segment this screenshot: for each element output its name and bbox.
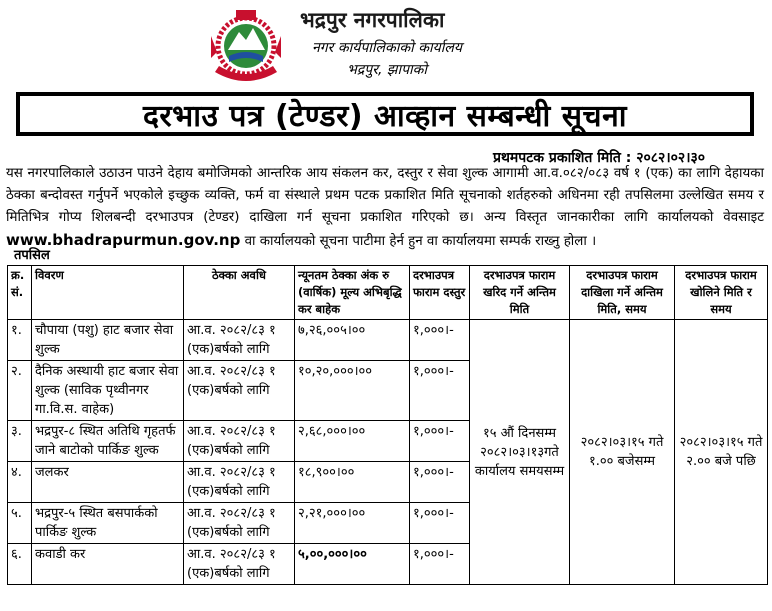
header-description: विवरण: [32, 266, 184, 320]
header-submit-deadline: दरभाउपत्र फाराम दाखिला गर्ने अन्तिम मिति, समय: [570, 266, 675, 320]
row-period: आ.व. २०८२/८३ १ (एक)बर्षको लागि: [184, 421, 295, 462]
row-period: आ.व. २०८२/८३ १ (एक)बर्षको लागि: [184, 462, 295, 503]
header-fee: दरभाउपत्र फाराम दस्तुर: [410, 266, 470, 320]
row-description: भद्रपुर-५ स्थित बसपार्कको पार्किङ शुल्क: [32, 503, 184, 544]
notice-title: दरभाउ पत्र (टेण्डर) आव्हान सम्बन्धी सूचना: [142, 98, 628, 134]
purchase-deadline: १५ औं दिनसम्म २०८२।०३।१३गते कार्यालय समयसम्म: [470, 320, 570, 585]
row-period: आ.व. २०८२/८३ १ (एक)बर्षको लागि: [184, 361, 295, 421]
row-sn: २.: [8, 361, 32, 421]
row-fee: १,०००।-: [410, 503, 470, 544]
row-sn: ४.: [8, 462, 32, 503]
row-description: भद्रपुर-८ स्थित अतिथि गृहतर्फ जाने बाटोको पार्किङ शुल्क: [32, 421, 184, 462]
row-description: दैनिक अस्थायी हाट बजार सेवा शुल्क (साविक पृथ्वीनगर गा.वि.स. वाहेक): [32, 361, 184, 421]
row-amount: २,२१,०००।००: [295, 503, 410, 544]
row-fee: १,०००।-: [410, 320, 470, 361]
row-sn: ६.: [8, 544, 32, 585]
header-min-amount: न्यूनतम ठेक्का अंक रु (वार्षिक) मूल्य अभिबृद्धि कर बाहेक: [295, 266, 410, 320]
row-amount: १०,२०,०००।००: [295, 361, 410, 421]
row-description: जलकर: [32, 462, 184, 503]
row-fee: १,०००।-: [410, 544, 470, 585]
header-sn: क्र. सं.: [8, 266, 32, 320]
row-period: आ.व. २०८२/८३ १ (एक)बर्षको लागि: [184, 320, 295, 361]
office-address: भद्रपुर, झापाको: [347, 62, 428, 78]
notice-text-after-url: वा कार्यालयको सूचना पाटीमा हेर्न हुन वा कार्यालयमा सम्पर्क राख्नु होला ।: [244, 234, 597, 249]
row-amount: ७,२६,००५।००: [295, 320, 410, 361]
submit-deadline: २०८२।०३।१५ गते १.०० बजेसम्म: [570, 320, 675, 585]
notice-body: [6, 163, 764, 253]
row-sn: ५.: [8, 503, 32, 544]
row-description: कवाडी कर: [32, 544, 184, 585]
row-sn: ३.: [8, 421, 32, 462]
row-period: आ.व. २०८२/८३ १ (एक)बर्षको लागि: [184, 503, 295, 544]
org-name: भद्रपुर नगरपालिका: [300, 8, 445, 32]
row-sn: १.: [8, 320, 32, 361]
website-link[interactable]: www.bhadrapurmun.gov.np: [6, 231, 241, 249]
table-row: [8, 320, 768, 361]
row-fee: १,०००।-: [410, 462, 470, 503]
notice-text-before-url: यस नगरपालिकाले उठाउन पाउने देहाय बमोजिमको आन्तरिक आय संकलन कर, दस्तुर र सेवा शुल्क आगामी आ.व.०८२/०८३ वर्ष १ (एक) का लागि देहायका ठेक्का बन्दोवस्त गर्नुपर्ने भएकोले इच्छुक व्यक्ति, फर्म वा संस्थाले प्रथम पटक प्रकाशित मिति सूचनाको शर्तहरुको अधिनमा रही तपसिलमा उल्लेखित समय र मितिभित्र गोप्य शिलबन्दी दरभाउपत्र (टेण्डर) दाखिला गर्न सूचना प्रकाशित गरिएको छ। अन्य विस्तृत जानकारीका लागि कार्यालयको वेवसाइट: [6, 166, 764, 225]
header-period: ठेक्का अवधि: [184, 266, 295, 320]
tapsil-label: तपसिल: [14, 248, 50, 263]
row-amount: ५,००,०००।००: [295, 544, 410, 585]
tender-table: [7, 265, 768, 585]
table-header-row: [8, 266, 768, 320]
notice-title-banner: [16, 92, 754, 136]
opening-date: २०८२।०३।१५ गते २.०० बजे पछि: [675, 320, 768, 585]
office-name: नगर कार्यपालिकाको कार्यालय: [312, 40, 462, 56]
row-amount: २,६८,०००।००: [295, 421, 410, 462]
row-period: आ.व. २०८२/८३ १ (एक)बर्षको लागि: [184, 544, 295, 585]
row-description: चौपाया (पशु) हाट बजार सेवा शुल्क: [32, 320, 184, 361]
row-amount: १८,९००।००: [295, 462, 410, 503]
header-purchase-deadline: दरभाउपत्र फाराम खरिद गर्ने अन्तिम मिति: [470, 266, 570, 320]
nepal-emblem-logo: [203, 6, 289, 90]
publish-date: प्रथमपटक प्रकाशित मिति : २०८२।०२।३०: [493, 150, 706, 166]
row-fee: १,०००।-: [410, 361, 470, 421]
row-fee: १,०००।-: [410, 421, 470, 462]
header-opening: दरभाउपत्र फाराम खोलिने मिति र समय: [675, 266, 768, 320]
